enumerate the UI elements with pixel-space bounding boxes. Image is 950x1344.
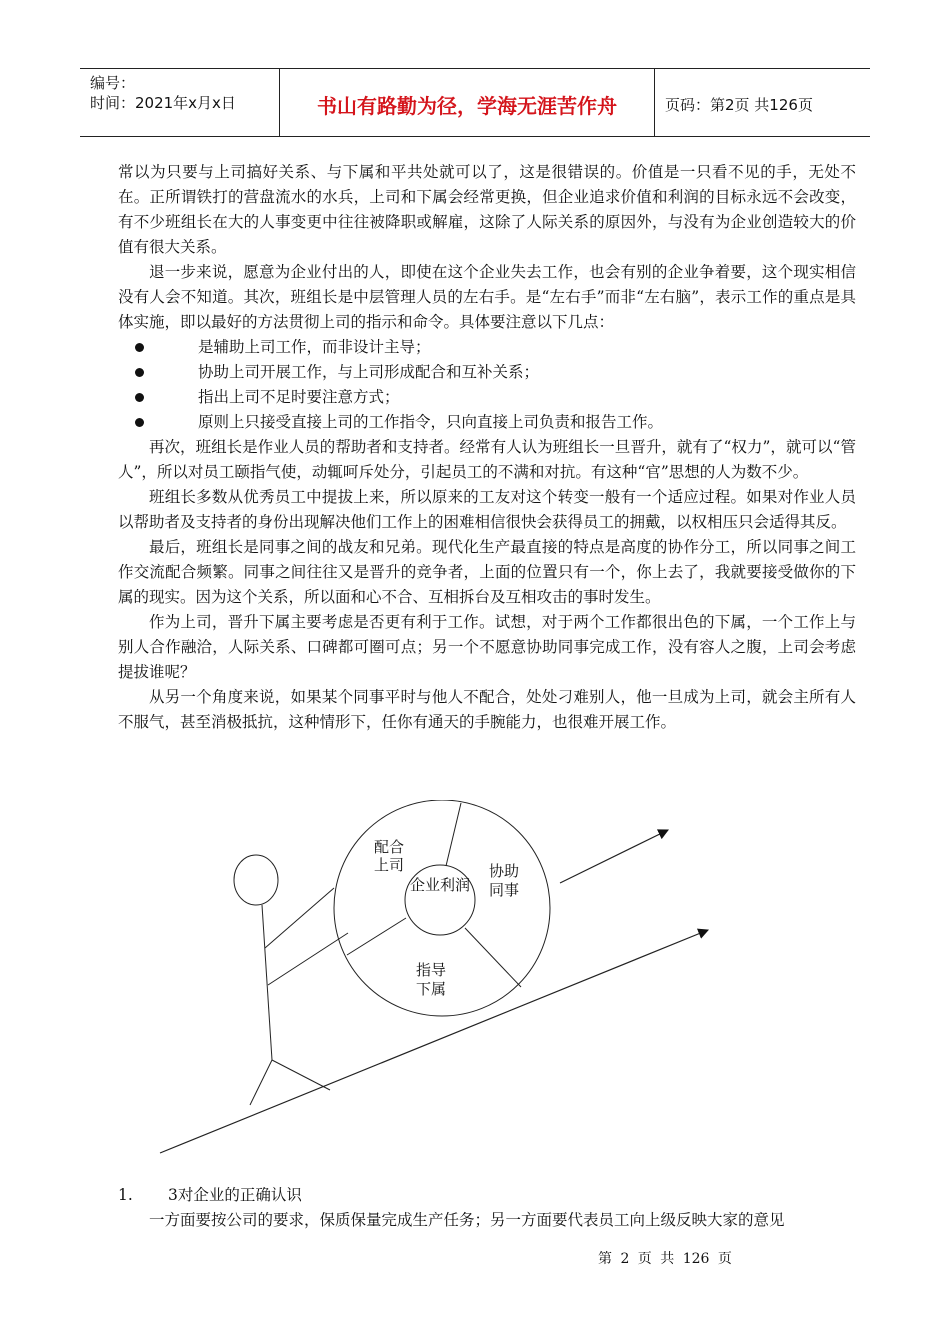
head-icon (234, 855, 278, 905)
section-title: 3对企业的正确认识 (168, 1186, 302, 1204)
bullet-dot-icon (135, 368, 144, 377)
bullet-dot-icon (135, 393, 144, 402)
body-text (118, 160, 856, 735)
paragraph: 班组长多数从优秀员工中提拔上来，所以原来的工友对这个转变一般有一个适应过程。如果对作业人员以帮助者及支持者的身份出现解决他们工作上的困难相信很快会获得员工的拥戴，以权相压只会适得其反。 (118, 488, 856, 531)
stick-figure-diagram (0, 800, 950, 1170)
wheel-divider (446, 803, 461, 866)
paragraph: 作为上司，晋升下属主要考虑是否更有利于工作。试想，对于两个工作都很出色的下属，一个工作上与别人合作融洽，人际关系、口碑都可圈可点；另一个不愿意协助同事完成工作，没有容人之腹，上司会考虑提拔谁呢？ (118, 613, 856, 681)
label-top-2: 上司 (374, 856, 405, 874)
section-block (118, 1183, 856, 1233)
paragraph: 最后，班组长是同事之间的战友和兄弟。现代化生产最直接的特点是高度的协作分工，所以同事之间工作交流配合频繁。同事之间往往又是晋升的竞争者，上面的位置只有一个，你上去了，我就要接受做你的下属的现实。因为这个关系，所以面和心不合、互相拆台及互相攻击的事时发生。 (118, 538, 856, 606)
paragraph: 退一步来说，愿意为企业付出的人，即使在这个企业失去工作，也会有别的企业争着要，这个现实相信没有人会不知道。其次，班组长是中层管理人员的左右手。是“左右手”而非“左右脑”，表示工作的重点是具体实施，即以最好的方法贯彻上司的指示和命令。具体要注意以下几点： (118, 263, 856, 331)
header-page-info: 页码：第2页 共126页 (665, 96, 813, 114)
label-bottom-1: 指导 (416, 961, 447, 979)
code-label: 编号： (90, 74, 136, 92)
label-right-1: 协助 (489, 862, 520, 880)
label-top-1: 配合 (374, 838, 405, 856)
bullet-dot-icon (135, 343, 144, 352)
bullet-list (118, 335, 856, 435)
bullet-text: 协助上司开展工作，与上司形成配合和互补关系； (198, 363, 540, 381)
label-bottom-2: 下属 (416, 980, 447, 998)
paragraph: 从另一个角度来说，如果某个同事平时与他人不配合，处处刁难别人，他一旦成为上司，就会主所有人不服气，甚至消极抵抗，这种情形下，任你有通天的手腕能力，也很难开展工作。 (118, 688, 856, 731)
header-motto: 书山有路勤为径，学海无涯苦作舟 (280, 69, 655, 136)
stick-figure (234, 855, 348, 1105)
bullet-text: 原则上只接受直接上司的工作指令，只向直接上司负责和报告工作。 (198, 413, 664, 431)
bullet-dot-icon (135, 418, 144, 427)
bullet-text: 指出上司不足时要注意方式； (198, 388, 400, 406)
progress-arrow (560, 830, 668, 883)
bullet-item (118, 410, 856, 435)
section-first-line: 一方面要按公司的要求，保质保量完成生产任务；另一方面要代表员工向上级反映大家的意见 (149, 1211, 785, 1229)
header-meta (80, 69, 280, 136)
bullet-item (118, 335, 856, 360)
wheel-divider (465, 928, 521, 987)
paragraph: 再次，班组长是作业人员的帮助者和支持者。经常有人认为班组长一旦晋升，就有了“权力”，就可以“管人”，所以对员工颐指气使，动辄呵斥处分，引起员工的不满和对抗。有这种“官”思想的人为数不少。 (118, 438, 856, 481)
label-center: 企业利润 (410, 876, 471, 894)
paragraph: 常以为只要与上司搞好关系、与下属和平共处就可以了，这是很错误的。价值是一只看不见的手，无处不在。正所谓铁打的营盘流水的水兵，上司和下属会经常更换，但企业追求价值和利润的目标永远不会改变，有不少班组长在大的人事变更中往往被降职或解雇，这除了人际关系的原因外，与没有为企业创造较大的价值有很大关系。 (118, 163, 856, 256)
bullet-item (118, 360, 856, 385)
wheel-divider (347, 918, 406, 955)
section-number: 1. (118, 1186, 133, 1204)
bullet-item (118, 385, 856, 410)
page-footer: 第 2 页 共 126 页 (598, 1251, 732, 1267)
date-label: 时间：2021年x月x日 (90, 94, 236, 112)
label-right-2: 同事 (489, 881, 520, 899)
bullet-text: 是辅助上司工作，而非设计主导； (198, 338, 431, 356)
page-header (80, 68, 870, 137)
section-heading (118, 1183, 856, 1208)
